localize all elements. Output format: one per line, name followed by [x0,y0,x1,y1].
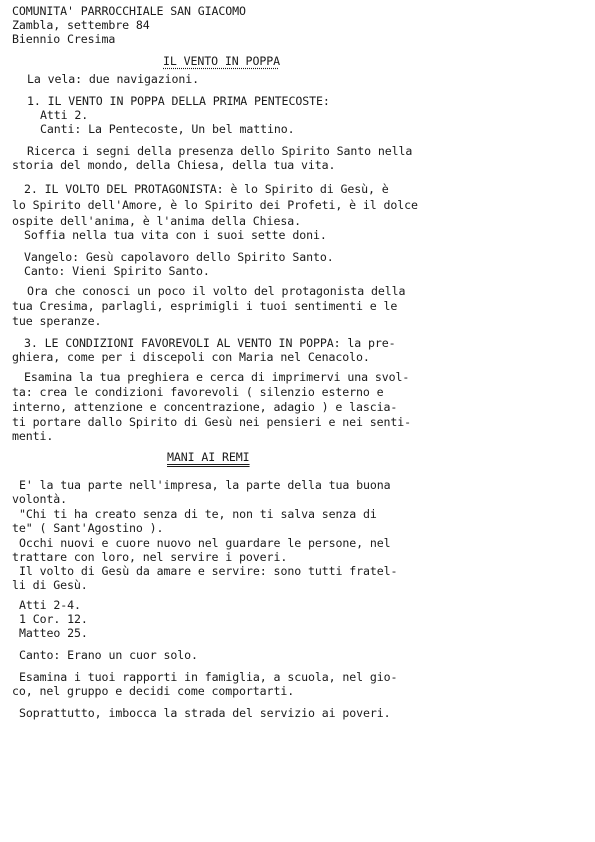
song-line: Canto: Erano un cuor solo. [19,648,198,662]
paragraph-line: Ora che conosci un poco il volto del protagonista della [27,284,406,298]
song-line: Canto: Vieni Spirito Santo. [24,264,210,278]
quote-line: "Chi ti ha creato senza di te, non ti salva senza di [19,507,377,521]
paragraph-line: Soffia nella tua vita con i suoi sette doni. [24,228,327,242]
paragraph-line: volontà. [12,492,68,506]
place-date: Zambla, settembre 84 [12,18,150,32]
intro-line: La vela: due navigazioni. [27,72,200,86]
paragraph-line: ospite dell'anima, è l'anima della Chiesa. [12,214,301,228]
paragraph-line: lo Spirito dell'Amore, è lo Spirito dei Profeti, è il dolce [12,198,418,212]
paragraph-line: co, nel gruppo e decidi come comportarti. [12,684,295,698]
paragraph-line: E' la tua parte nell'impresa, la parte della tua buona [19,478,391,492]
paragraph-line: Occhi nuovi e cuore nuovo nel guardare le persone, nel [19,536,391,550]
point-3-heading: 3. LE CONDIZIONI FAVOREVOLI AL VENTO IN POPPA: la pre- [24,336,396,350]
point-2-heading: 2. IL VOLTO DEL PROTAGONISTA: è lo Spirito di Gesù, è [24,182,389,196]
paragraph-line: trattare con loro, nel servire i poveri. [12,550,288,564]
paragraph-line: Il volto di Gesù da amare e servire: sono tutti fratel- [19,564,398,578]
point-1-songs: Canti: La Pentecoste, Un bel mattino. [40,122,295,136]
group-name: Biennio Cresima [12,32,116,46]
paragraph-line: Ricerca i segni della presenza dello Spirito Santo nella [27,144,413,158]
point-1-ref: Atti 2. [40,108,89,122]
paragraph-line: Esamina la tua preghiera e cerca di imprimervi una svol- [24,370,410,384]
reference-line: 1 Cor. 12. [19,612,88,626]
paragraph-line: ti portare dallo Spirito di Gesù nei pensieri e nei senti- [12,415,412,429]
paragraph-line: ghiera, come per i discepoli con Maria nel Cenacolo. [12,350,370,364]
reference-line: Atti 2-4. [19,598,81,612]
paragraph-line: interno, attenzione e concentrazione, adagio ) e lascia- [12,400,398,414]
paragraph-line: Esamina i tuoi rapporti in famiglia, a scuola, nel gio- [19,670,398,684]
paragraph-line: storia del mondo, della Chiesa, della tua vita. [12,158,336,172]
paragraph-line: li di Gesù. [12,578,88,592]
paragraph-line: menti. [12,429,54,443]
paragraph-line: tue speranze. [12,314,102,328]
section-title-mani: MANI AI REMI [167,450,250,464]
paragraph-line: tua Cresima, parlagli, esprimigli i tuoi sentimenti e le [12,299,398,313]
paragraph-line: ta: crea le condizioni favorevoli ( silenzio esterno e [12,385,384,399]
quote-line: te" ( Sant'Agostino ). [12,521,164,535]
point-1-heading: 1. IL VENTO IN POPPA DELLA PRIMA PENTECOSTE: [27,94,330,108]
gospel-line: Vangelo: Gesù capolavoro dello Spirito Santo. [24,250,334,264]
reference-line: Matteo 25. [19,626,88,640]
section-title-vento: IL VENTO IN POPPA [163,54,280,68]
parish-name: COMUNITA' PARROCCHIALE SAN GIACOMO [12,4,246,18]
closing-line: Soprattutto, imbocca la strada del servizio ai poveri. [19,706,391,720]
